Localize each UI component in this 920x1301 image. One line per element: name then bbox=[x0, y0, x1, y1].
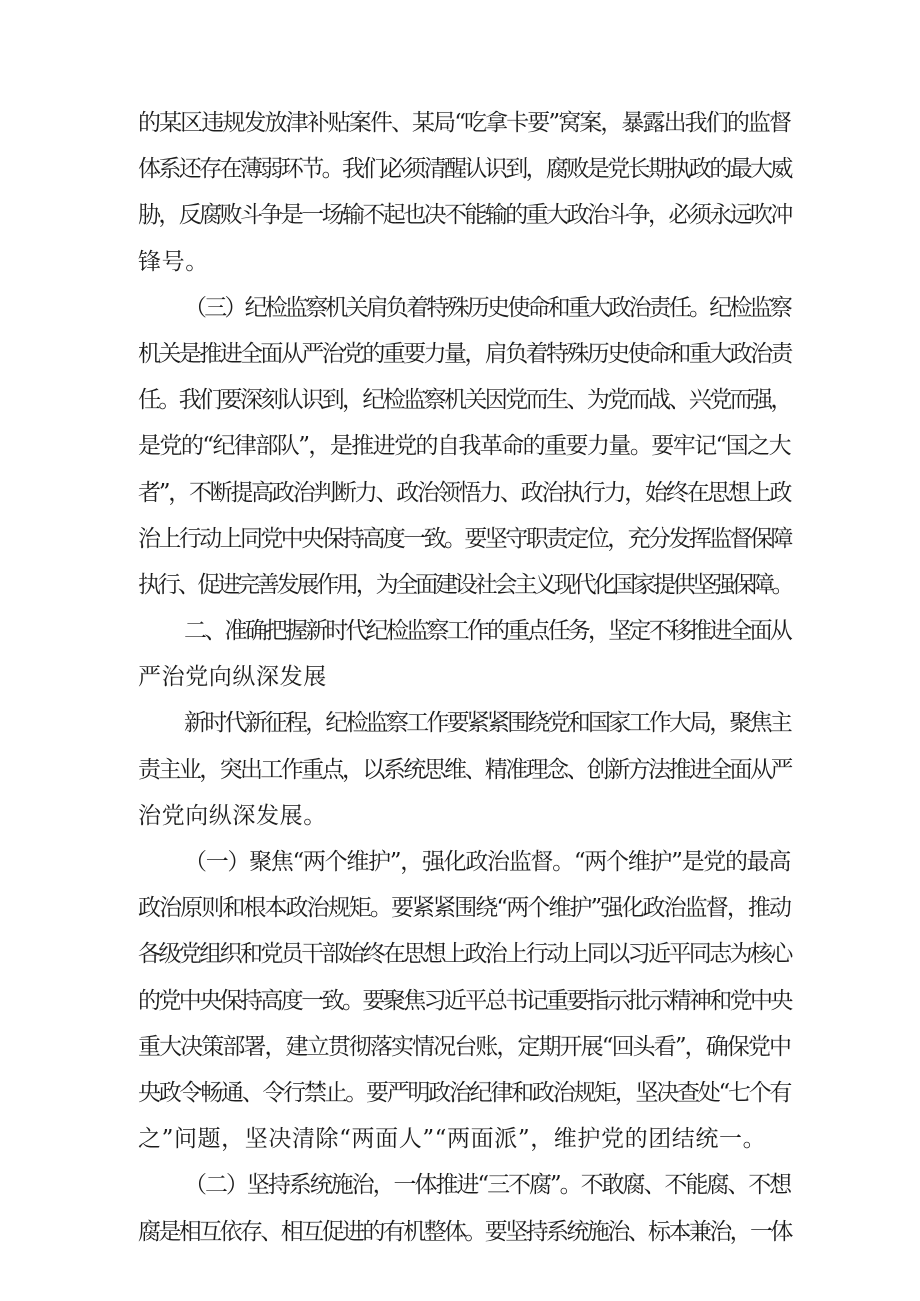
paragraph-6 bbox=[138, 1162, 790, 1254]
text-line: 的某区违规发放津补贴案件、某局“吃拿卡要”窝案，暴露出我们的监督 bbox=[138, 110, 790, 136]
text-line: 机关是推进全面从严治党的重要力量，肩负着特殊历史使命和重大政治责 bbox=[138, 340, 791, 367]
text-line: 体系还存在薄弱环节。我们必须清醒认识到，腐败是党长期执政的最大威 bbox=[138, 156, 791, 183]
paragraph-5 bbox=[138, 839, 790, 1162]
text-line: 任。我们要深刻认识到，纪检监察机关因党而生、为党而战、兴党而强， bbox=[138, 387, 791, 414]
text-line: 治党向纵深发展。 bbox=[138, 802, 327, 829]
text-line: 之”问题，坚决清除“两面人”“两面派”，维护党的团结统一。 bbox=[138, 1126, 767, 1153]
section-heading bbox=[138, 608, 790, 700]
text-line: 央政令畅通、令行禁止。要严明政治纪律和政治规矩，坚决查处“七个有 bbox=[138, 1079, 790, 1106]
paragraph-4 bbox=[138, 700, 790, 839]
text-line: 新时代新征程，纪检监察工作要紧紧围绕党和国家工作大局，聚焦主 bbox=[184, 710, 791, 737]
text-line: 重大决策部署，建立贯彻落实情况台账，定期开展“回头看”，确保党中 bbox=[138, 1033, 790, 1060]
text-line: 政治原则和根本政治规矩。要紧紧围绕“两个维护”强化政治监督，推动 bbox=[138, 895, 790, 922]
document-body bbox=[138, 100, 790, 1255]
text-line: 的党中央保持高度一致。要聚焦习近平总书记重要指示批示精神和党中央 bbox=[138, 987, 791, 1014]
text-line: 胁，反腐败斗争是一场输不起也决不能输的重大政治斗争，必须永远吹冲 bbox=[138, 202, 791, 229]
text-line: 二、准确把握新时代纪检监察工作的重点任务，坚定不移推进全面从 bbox=[184, 618, 791, 645]
text-line: 治上行动上同党中央保持高度一致。要坚守职责定位，充分发挥监督保障 bbox=[138, 525, 791, 552]
text-line: 责主业，突出工作重点，以系统思维、精准理念、创新方法推进全面从严 bbox=[138, 756, 791, 783]
text-line: 腐是相互依存、相互促进的有机整体。要坚持系统施治、标本兼治，一体 bbox=[138, 1218, 791, 1245]
text-line: （三）纪检监察机关肩负着特殊历史使命和重大政治责任。纪检监察 bbox=[184, 294, 791, 321]
text-line: 者”，不断提高政治判断力、政治领悟力、政治执行力，始终在思想上政 bbox=[138, 479, 790, 506]
text-line: （一）聚焦“两个维护”，强化政治监督。“两个维护”是党的最高 bbox=[184, 849, 790, 875]
paragraph-1 bbox=[138, 100, 790, 285]
text-line: 锋号。 bbox=[138, 248, 209, 275]
paragraph-2 bbox=[138, 285, 790, 608]
text-line: 执行、促进完善发展作用，为全面建设社会主义现代化国家提供坚强保障。 bbox=[138, 571, 792, 598]
text-line: 是党的“纪律部队”，是推进党的自我革命的重要力量。要牢记“国之大 bbox=[138, 433, 790, 460]
text-line: 严治党向纵深发展 bbox=[138, 664, 327, 691]
text-line: 各级党组织和党员干部始终在思想上政治上行动上同以习近平同志为核心 bbox=[138, 941, 791, 968]
text-line: （二）坚持系统施治，一体推进“三不腐”。不敢腐、不能腐、不想 bbox=[184, 1172, 790, 1199]
